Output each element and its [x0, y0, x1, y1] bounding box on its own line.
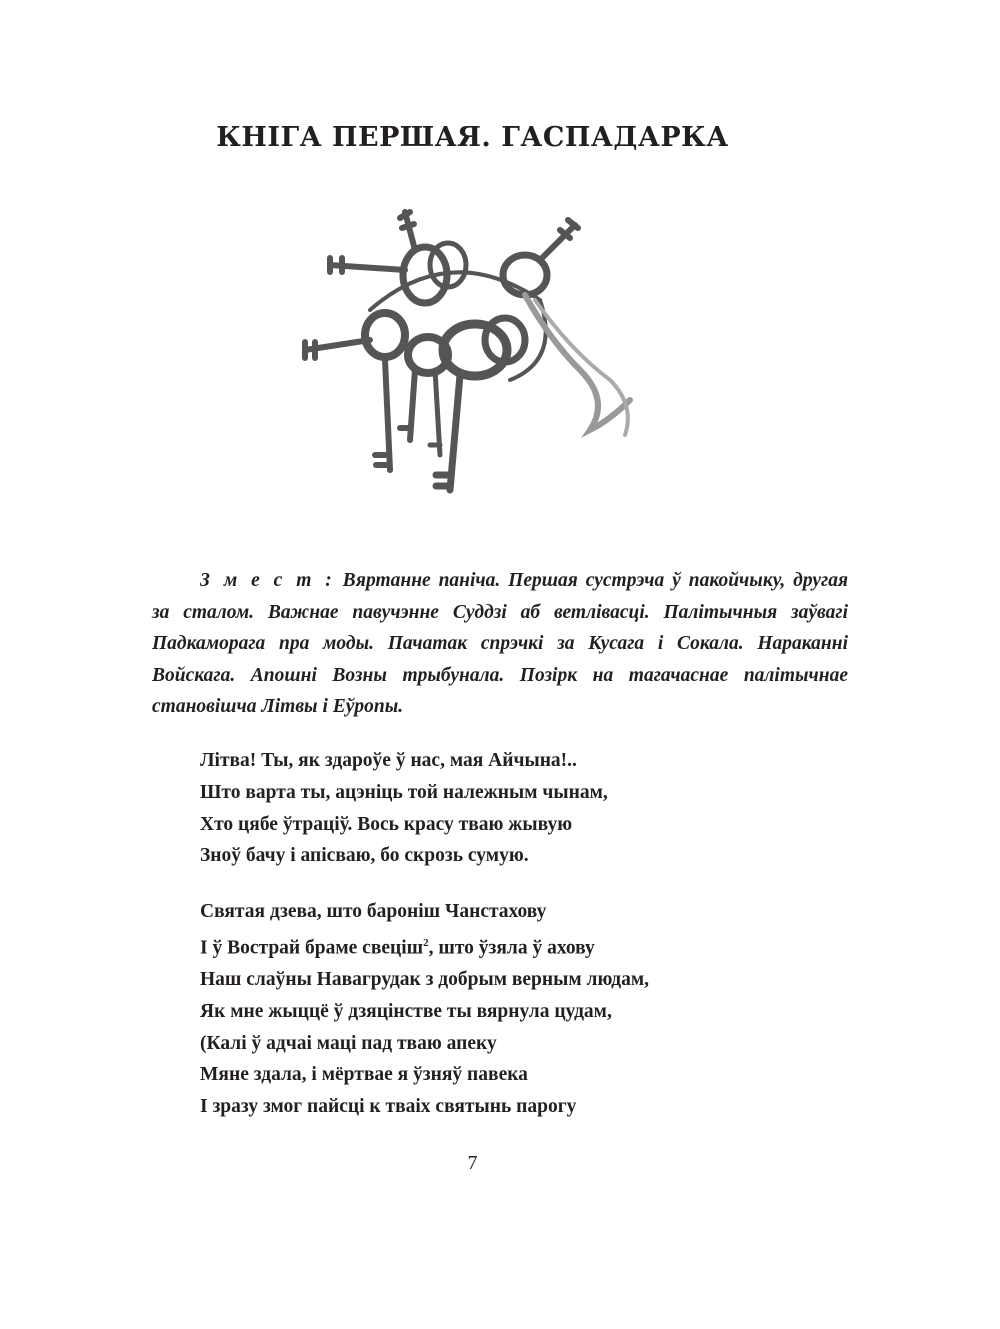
verse-line: Як мне жыццё ў дзяцінстве ты вярнула цудам, [200, 1000, 612, 1022]
verse-line [200, 928, 649, 964]
verse-line: Мяне здала, і мёртвае я ўзняў павека [200, 1064, 528, 1086]
verse-line: Наш слаўны Навагрудак з добрым верным людам, [200, 969, 650, 991]
summary-line: Войскага. Апошні Возны трыбунала. Позірк на тагачаснае палітычнае [152, 664, 848, 686]
stanza-2 [200, 896, 649, 1123]
verse-line: (Калі ў адчаі маці пад тваю апеку [200, 1032, 497, 1054]
verse-text: , што ўзяла ў ахову [428, 937, 595, 959]
footnote-marker[interactable]: 2 [423, 936, 429, 949]
summary-text: Вяртанне паніча. Першая сустрэча ў пакойчыку, другая [342, 570, 848, 591]
verse-line: І зразу змог пайсці к тваіх святынь парогу [200, 1096, 577, 1118]
verse-line: Зноў бачу і апісваю, бо скрозь сумую. [200, 845, 529, 867]
chapter-summary [152, 565, 848, 723]
summary-line [152, 565, 848, 597]
summary-line: за сталом. Важнае павучэнне Суддзі аб ветлівасці. Палітычныя заўвагі [152, 601, 848, 623]
verse-line: Святая дзева, што бароніш Чанстахову [200, 901, 547, 922]
verse-line: Літва! Ты, як здароўе ў нас, мая Айчына!.. [200, 750, 577, 771]
keys-illustration [290, 200, 660, 500]
book-title: КНІГА ПЕРШАЯ. ГАСПАДАРКА [216, 122, 729, 153]
summary-label: З м е с т : [200, 570, 335, 591]
verse-text: І ў Вострай браме свеціш [200, 937, 424, 959]
summary-line: Падкаморага пра моды. Пачатак спрэчкі за Кусага і Сокала. Нараканні [152, 633, 848, 654]
summary-line: становішча Літвы і Еўропы. [152, 696, 404, 717]
verse-line: Што варта ты, ацэніць той належным чынам, [200, 781, 608, 803]
stanza-1 [200, 745, 608, 872]
page-number: 7 [467, 1152, 478, 1174]
verse-line: Хто цябе ўтраціў. Вось красу тваю жывую [200, 813, 573, 835]
